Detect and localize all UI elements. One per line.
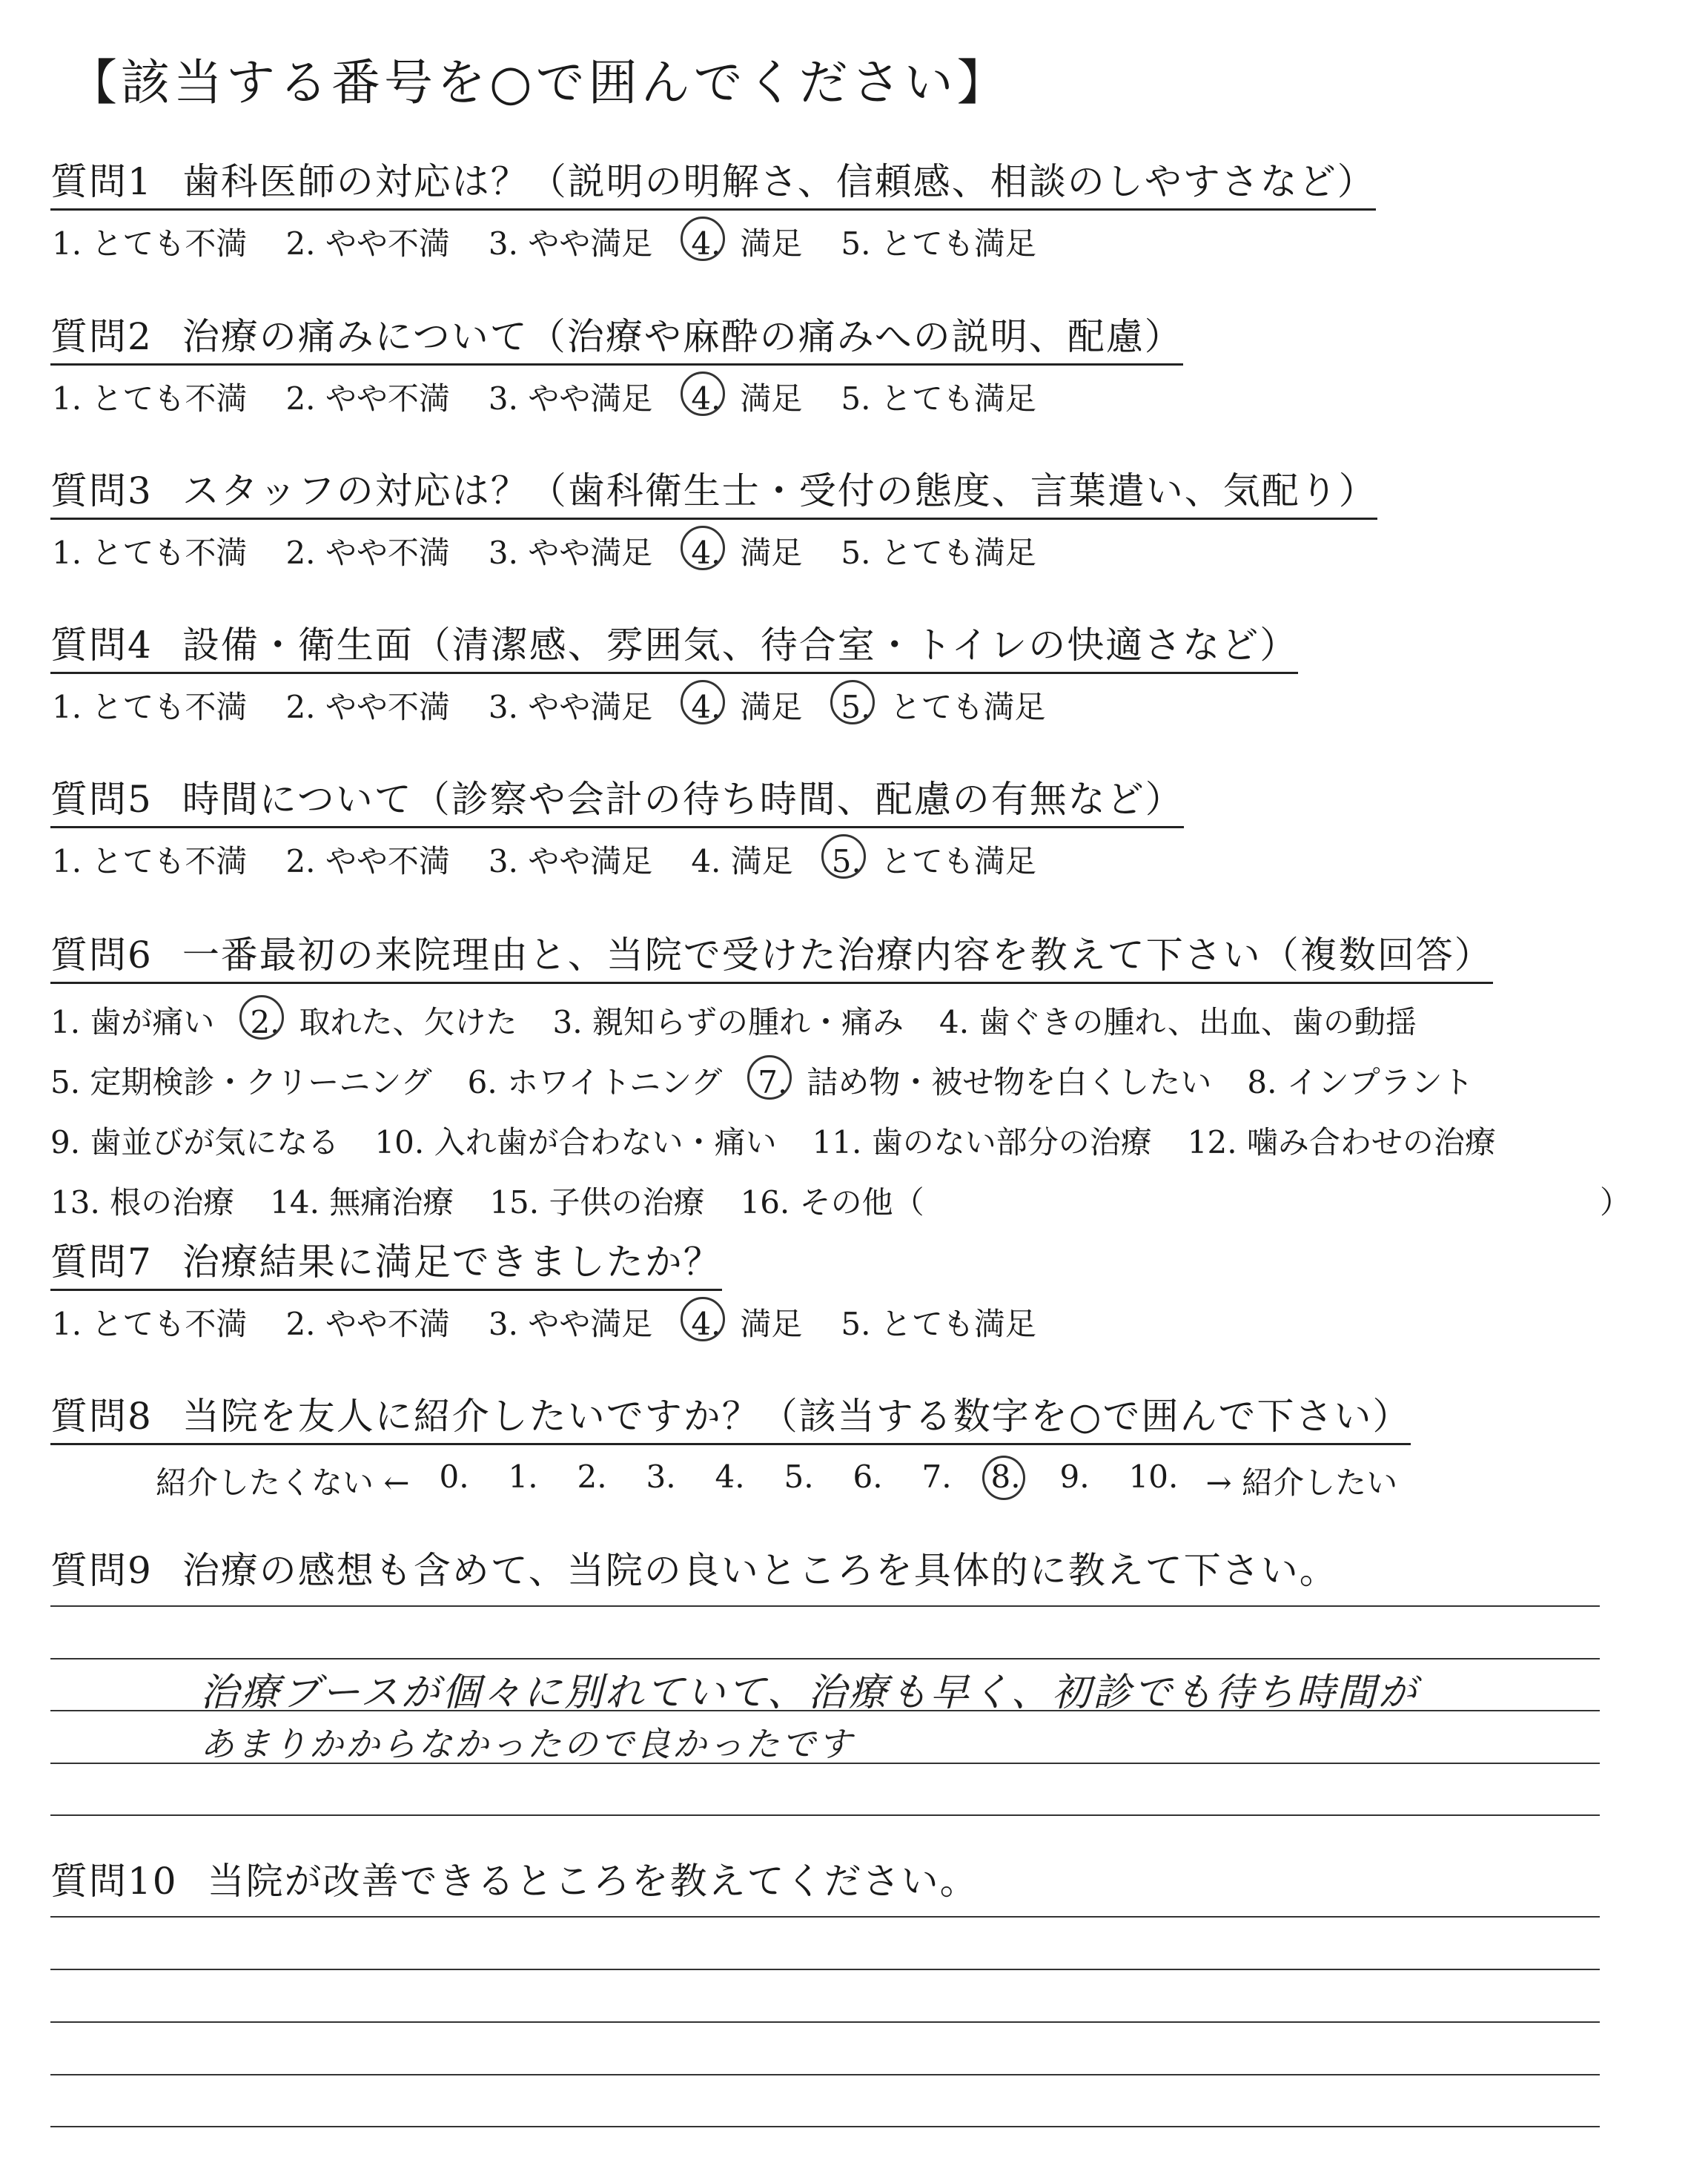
- question-number: 質問8: [50, 1395, 153, 1438]
- rating-options: [50, 1300, 1637, 1344]
- question-7: [50, 1232, 1637, 1344]
- answer-line: [50, 2021, 1600, 2023]
- option-1[interactable]: 1. とても不満: [52, 689, 248, 725]
- rating-options: [50, 219, 1637, 264]
- option-2[interactable]: 2. やや不満: [285, 535, 450, 571]
- option-1[interactable]: 1. とても不満: [52, 225, 248, 262]
- rating-options: [50, 529, 1637, 573]
- option-5[interactable]: 5. とても満足: [831, 843, 1036, 879]
- scale-point-1[interactable]: 1.: [508, 1459, 538, 1495]
- option-4[interactable]: 4. 満足: [691, 843, 793, 879]
- treatment-option-12[interactable]: 12. 噛み合わせの治療: [1187, 1123, 1496, 1160]
- rating-options: [50, 837, 1637, 882]
- scale-point-6[interactable]: 6.: [853, 1459, 883, 1495]
- question-5: [50, 770, 1637, 882]
- question-10: [50, 1852, 1637, 1908]
- scale-point-0[interactable]: 0.: [439, 1459, 469, 1495]
- option-4[interactable]: 4. 満足: [691, 689, 803, 725]
- option-2[interactable]: 2. やや不満: [285, 689, 450, 725]
- treatment-options: [50, 990, 1637, 1230]
- option-5[interactable]: 5. とても満足: [841, 1306, 1036, 1342]
- question-6-heading: [50, 925, 1493, 984]
- option-4[interactable]: 4. 満足: [691, 1306, 803, 1342]
- question-number: 質問4: [50, 624, 153, 667]
- question-10-heading: [50, 1852, 979, 1908]
- scale-point-5[interactable]: 5.: [784, 1459, 814, 1495]
- question-1-heading: [50, 152, 1376, 211]
- handwritten-answer-line-1: 治療ブースが個々に別れていて、治療も早く、初診でも待ち時間が: [200, 1671, 1419, 1715]
- rating-options: [50, 374, 1637, 419]
- question-text: 治療結果に満足できましたか？: [182, 1241, 722, 1284]
- rating-options: [50, 683, 1637, 727]
- scale-point-7[interactable]: 7.: [921, 1459, 952, 1495]
- option-4[interactable]: 4. 満足: [691, 535, 803, 571]
- treatment-option-9[interactable]: 9. 歯並びが気になる: [50, 1123, 340, 1160]
- answer-line: [50, 1969, 1600, 1970]
- answer-line: [50, 2126, 1600, 2127]
- question-9: [50, 1541, 1637, 1597]
- answer-line: [50, 1605, 1600, 1607]
- option-2[interactable]: 2. やや不満: [285, 225, 450, 262]
- question-4: [50, 615, 1637, 727]
- question-8-heading: [50, 1387, 1411, 1445]
- answer-line: [50, 2074, 1600, 2075]
- question-text: 治療の感想も含めて、当院の良いところを具体的に教えて下さい。: [182, 1549, 1338, 1592]
- option-3[interactable]: 3. やや満足: [488, 380, 653, 417]
- question-2: [50, 307, 1637, 419]
- option-1[interactable]: 1. とても不満: [52, 380, 248, 417]
- question-1: [50, 152, 1637, 264]
- scale-point-9[interactable]: 9.: [1059, 1459, 1090, 1495]
- question-8: [50, 1387, 1637, 1503]
- form-title: 【該当する番号を○で囲んでください】: [68, 54, 1010, 111]
- treatment-option-6[interactable]: 6. ホワイトニング: [467, 1063, 723, 1100]
- treatment-option-7[interactable]: 7. 詰め物・被せ物を白くしたい: [758, 1063, 1212, 1100]
- treatment-option-1[interactable]: 1. 歯が痛い: [50, 1003, 215, 1040]
- option-3[interactable]: 3. やや満足: [488, 225, 653, 262]
- question-6: [50, 925, 1637, 1230]
- treatment-option-8[interactable]: 8. インプラント: [1247, 1063, 1474, 1100]
- question-4-heading: [50, 615, 1298, 674]
- option-3[interactable]: 3. やや満足: [488, 535, 653, 571]
- question-text: 時間について（診察や会計の待ち時間、配慮の有無など）: [182, 778, 1184, 821]
- option-4[interactable]: 4. 満足: [691, 380, 803, 417]
- question-text: 当院を友人に紹介したいですか？（該当する数字を○で囲んで下さい）: [182, 1395, 1411, 1438]
- option-3[interactable]: 3. やや満足: [488, 1306, 653, 1342]
- option-3[interactable]: 3. やや満足: [488, 689, 653, 725]
- question-text: 治療の痛みについて（治療や麻酔の痛みへの説明、配慮）: [182, 315, 1183, 358]
- option-4[interactable]: 4. 満足: [691, 225, 803, 262]
- scale-right-label: → 紹介したい: [1205, 1464, 1398, 1501]
- answer-line: [50, 1916, 1600, 1918]
- option-5[interactable]: 5. とても満足: [841, 225, 1036, 262]
- handwritten-answer-line-2: あまりかからなかったので良かったです: [200, 1724, 854, 1764]
- treatment-option-16[interactable]: 16. その他（: [740, 1183, 924, 1221]
- question-text: 歯科医師の対応は？（説明の明解さ、信頼感、相談のしやすさなど）: [182, 160, 1376, 203]
- answer-line: [50, 1814, 1600, 1816]
- question-number: 質問3: [50, 469, 153, 512]
- option-5[interactable]: 5. とても満足: [841, 689, 1046, 725]
- question-2-heading: [50, 307, 1183, 366]
- option-2[interactable]: 2. やや不満: [285, 380, 450, 417]
- treatment-option-2[interactable]: 2. 取れた、欠けた: [250, 1003, 517, 1040]
- treatment-option-5[interactable]: 5. 定期検診・クリーニング: [50, 1063, 432, 1100]
- option-5[interactable]: 5. とても満足: [841, 535, 1036, 571]
- treatment-row: [50, 990, 1637, 1050]
- question-text: 当院が改善できるところを教えてください。: [207, 1860, 979, 1903]
- other-close-paren: ）: [1600, 1183, 1632, 1221]
- answer-line: [50, 1658, 1600, 1659]
- scale-left-label: 紹介したくない ←: [156, 1464, 410, 1501]
- question-number: 質問6: [50, 934, 153, 977]
- scale-point-10[interactable]: 10.: [1128, 1459, 1179, 1495]
- question-5-heading: [50, 770, 1184, 828]
- scale-point-2[interactable]: 2.: [577, 1459, 607, 1495]
- treatment-option-13[interactable]: 13. 根の治療: [50, 1183, 235, 1221]
- option-1[interactable]: 1. とても不満: [52, 1306, 248, 1342]
- question-number: 質問7: [50, 1241, 153, 1284]
- treatment-option-15[interactable]: 15. 子供の治療: [489, 1183, 705, 1221]
- option-1[interactable]: 1. とても不満: [52, 535, 248, 571]
- question-9-heading: [50, 1541, 1338, 1597]
- option-2[interactable]: 2. やや不満: [285, 843, 450, 879]
- treatment-row: [50, 1110, 1637, 1170]
- treatment-row: [50, 1170, 1637, 1230]
- question-text: スタッフの対応は？（歯科衛生士・受付の態度、言葉遣い、気配り）: [182, 469, 1377, 512]
- option-3[interactable]: 3. やや満足: [488, 843, 653, 879]
- question-text: 一番最初の来院理由と、当院で受けた治療内容を教えて下さい（複数回答）: [182, 934, 1493, 977]
- question-text: 設備・衛生面（清潔感、雰囲気、待合室・トイレの快適さなど）: [182, 624, 1299, 667]
- treatment-option-4[interactable]: 4. 歯ぐきの腫れ、出血、歯の動揺: [939, 1003, 1417, 1040]
- option-1[interactable]: 1. とても不満: [52, 843, 248, 879]
- question-number: 質問5: [50, 778, 153, 821]
- treatment-option-10[interactable]: 10. 入れ歯が合わない・痛い: [374, 1123, 777, 1160]
- treatment-row: [50, 1050, 1637, 1110]
- treatment-option-11[interactable]: 11. 歯のない部分の治療: [812, 1123, 1152, 1160]
- scale-point-3[interactable]: 3.: [646, 1459, 676, 1495]
- question-3: [50, 461, 1637, 573]
- option-2[interactable]: 2. やや不満: [285, 1306, 450, 1342]
- question-number: 質問1: [50, 160, 153, 203]
- question-3-heading: [50, 461, 1377, 520]
- question-number: 質問2: [50, 315, 153, 358]
- treatment-option-3[interactable]: 3. 親知らずの腫れ・痛み: [552, 1003, 904, 1040]
- scale-point-4[interactable]: 4.: [715, 1459, 745, 1495]
- treatment-option-14[interactable]: 14. 無痛治療: [270, 1183, 454, 1221]
- scale-point-8[interactable]: 8.: [991, 1459, 1060, 1503]
- question-number: 質問9: [50, 1549, 153, 1592]
- option-5[interactable]: 5. とても満足: [841, 380, 1036, 417]
- question-7-heading: [50, 1232, 722, 1291]
- recommend-scale: [50, 1459, 1637, 1503]
- question-number: 質問10: [50, 1860, 178, 1903]
